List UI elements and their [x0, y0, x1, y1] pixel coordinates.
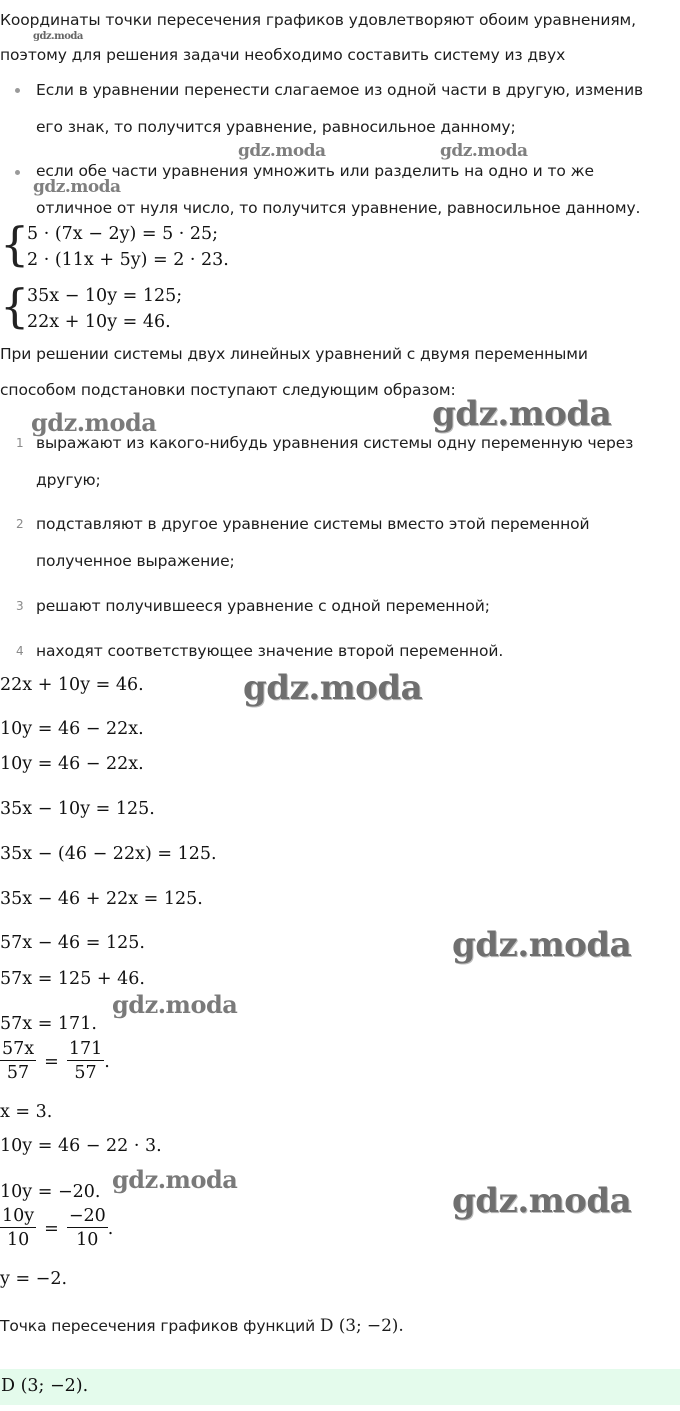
intro-line-2: поэтому для решения задачи необходимо составить систему из двух	[0, 46, 566, 64]
fraction-numerator: 57x	[2, 1039, 35, 1059]
watermark: gdz.moda	[243, 668, 423, 708]
solution-step-13: y = −2.	[0, 1269, 68, 1289]
fraction-denominator: 10	[76, 1230, 99, 1250]
step-2-line-2: полученное выражение;	[36, 552, 235, 570]
method-line-1: При решении системы двух линейных уравнений с двумя переменными	[0, 345, 588, 363]
system-1-eq-2: 2 · (11x + 5y) = 2 · 23.	[27, 250, 229, 270]
watermark: gdz.moda	[238, 141, 326, 161]
solution-step-10: x = 3.	[0, 1102, 53, 1122]
intro-line-1: Координаты точки пересечения графиков удовлетворяют обоим уравнениям,	[0, 11, 636, 29]
step-1-line-2: другую;	[36, 471, 101, 489]
solution-step-3: 10y = 46 − 22x.	[0, 754, 144, 774]
solution-step-5: 35x − (46 − 22x) = 125.	[0, 844, 217, 864]
system-2-eq-2: 22x + 10y = 46.	[27, 312, 171, 332]
watermark: gdz.moda	[432, 394, 612, 434]
fraction-right	[67, 1205, 108, 1252]
fraction-denominator: 57	[74, 1063, 97, 1083]
solution-step-9: 57x = 171.	[0, 1014, 97, 1034]
conclusion-text	[0, 1316, 404, 1336]
period: .	[107, 1218, 114, 1239]
bullet-1-line-1: Если в уравнении перенести слагаемое из одной части в другую, изменив	[36, 81, 644, 99]
bullet-2-line-2: отличное от нуля число, то получится уравнение, равносильное данному.	[36, 199, 641, 217]
watermark: gdz.moda	[452, 1181, 632, 1221]
step-3-line-1: решают получившееся уравнение с одной переменной;	[36, 597, 490, 615]
solution-step-12: 10y = −20.	[0, 1182, 101, 1202]
step-3-number: 3	[16, 599, 24, 613]
watermark: gdz.moda	[112, 990, 238, 1019]
conclusion-point: D (3; −2).	[319, 1316, 404, 1336]
solution-step-4: 35x − 10y = 125.	[0, 799, 155, 819]
system-1-eq-1: 5 · (7x − 2y) = 5 · 25;	[27, 224, 219, 244]
system-1-brace: {	[0, 217, 30, 271]
fraction-left	[0, 1038, 36, 1085]
step-4-number: 4	[16, 644, 24, 658]
watermark: gdz.moda	[31, 408, 157, 437]
system-2-brace: {	[0, 279, 30, 333]
bullet-marker-1	[15, 88, 20, 93]
method-line-2: способом подстановки поступают следующим образом:	[0, 381, 456, 399]
step-2-line-1: подставляют в другое уравнение системы вместо этой переменной	[36, 515, 590, 533]
fraction-denominator: 57	[6, 1063, 30, 1083]
step-2-number: 2	[16, 517, 24, 531]
equals-sign: =	[44, 1218, 59, 1239]
answer-value: D (3; −2).	[1, 1376, 89, 1396]
fraction-denominator: 10	[6, 1230, 30, 1250]
answer-box	[0, 1369, 680, 1405]
watermark: gdz.moda	[112, 1165, 238, 1194]
bullet-1-line-2: его знак, то получится уравнение, равносильное данному;	[36, 118, 516, 136]
fraction-left	[0, 1205, 36, 1252]
fraction-equation-1	[0, 1038, 110, 1085]
conclusion-label: Точка пересечения графиков функций	[0, 1317, 320, 1335]
step-1-line-1: выражают из какого-нибудь уравнения системы одну переменную через	[36, 434, 634, 452]
watermark: gdz.moda	[452, 925, 632, 965]
solution-step-11: 10y = 46 − 22 · 3.	[0, 1136, 162, 1156]
watermark: gdz.moda	[33, 177, 121, 197]
fraction-numerator: 10y	[2, 1206, 35, 1226]
step-1-number: 1	[16, 436, 24, 450]
equals-sign: =	[44, 1051, 59, 1072]
period: .	[104, 1051, 110, 1072]
solution-step-2: 10y = 46 − 22x.	[0, 719, 144, 739]
step-4-line-1: находят соответствующее значение второй переменной.	[36, 642, 504, 660]
fraction-numerator: −20	[68, 1206, 106, 1226]
solution-step-7: 57x − 46 = 125.	[0, 933, 145, 953]
fraction-numerator: 171	[68, 1039, 103, 1059]
bullet-2-line-1: если обе части уравнения умножить или разделить на одно и то же	[36, 162, 594, 180]
watermark: gdz.moda	[440, 141, 528, 161]
watermark: gdz.moda	[33, 31, 83, 42]
solution-step-8: 57x = 125 + 46.	[0, 969, 145, 989]
fraction-right	[67, 1038, 104, 1085]
solution-step-6: 35x − 46 + 22x = 125.	[0, 889, 203, 909]
bullet-marker-2	[15, 170, 20, 175]
fraction-equation-2	[0, 1205, 113, 1252]
system-2-eq-1: 35x − 10y = 125;	[27, 286, 183, 306]
solution-step-1: 22x + 10y = 46.	[0, 675, 144, 695]
